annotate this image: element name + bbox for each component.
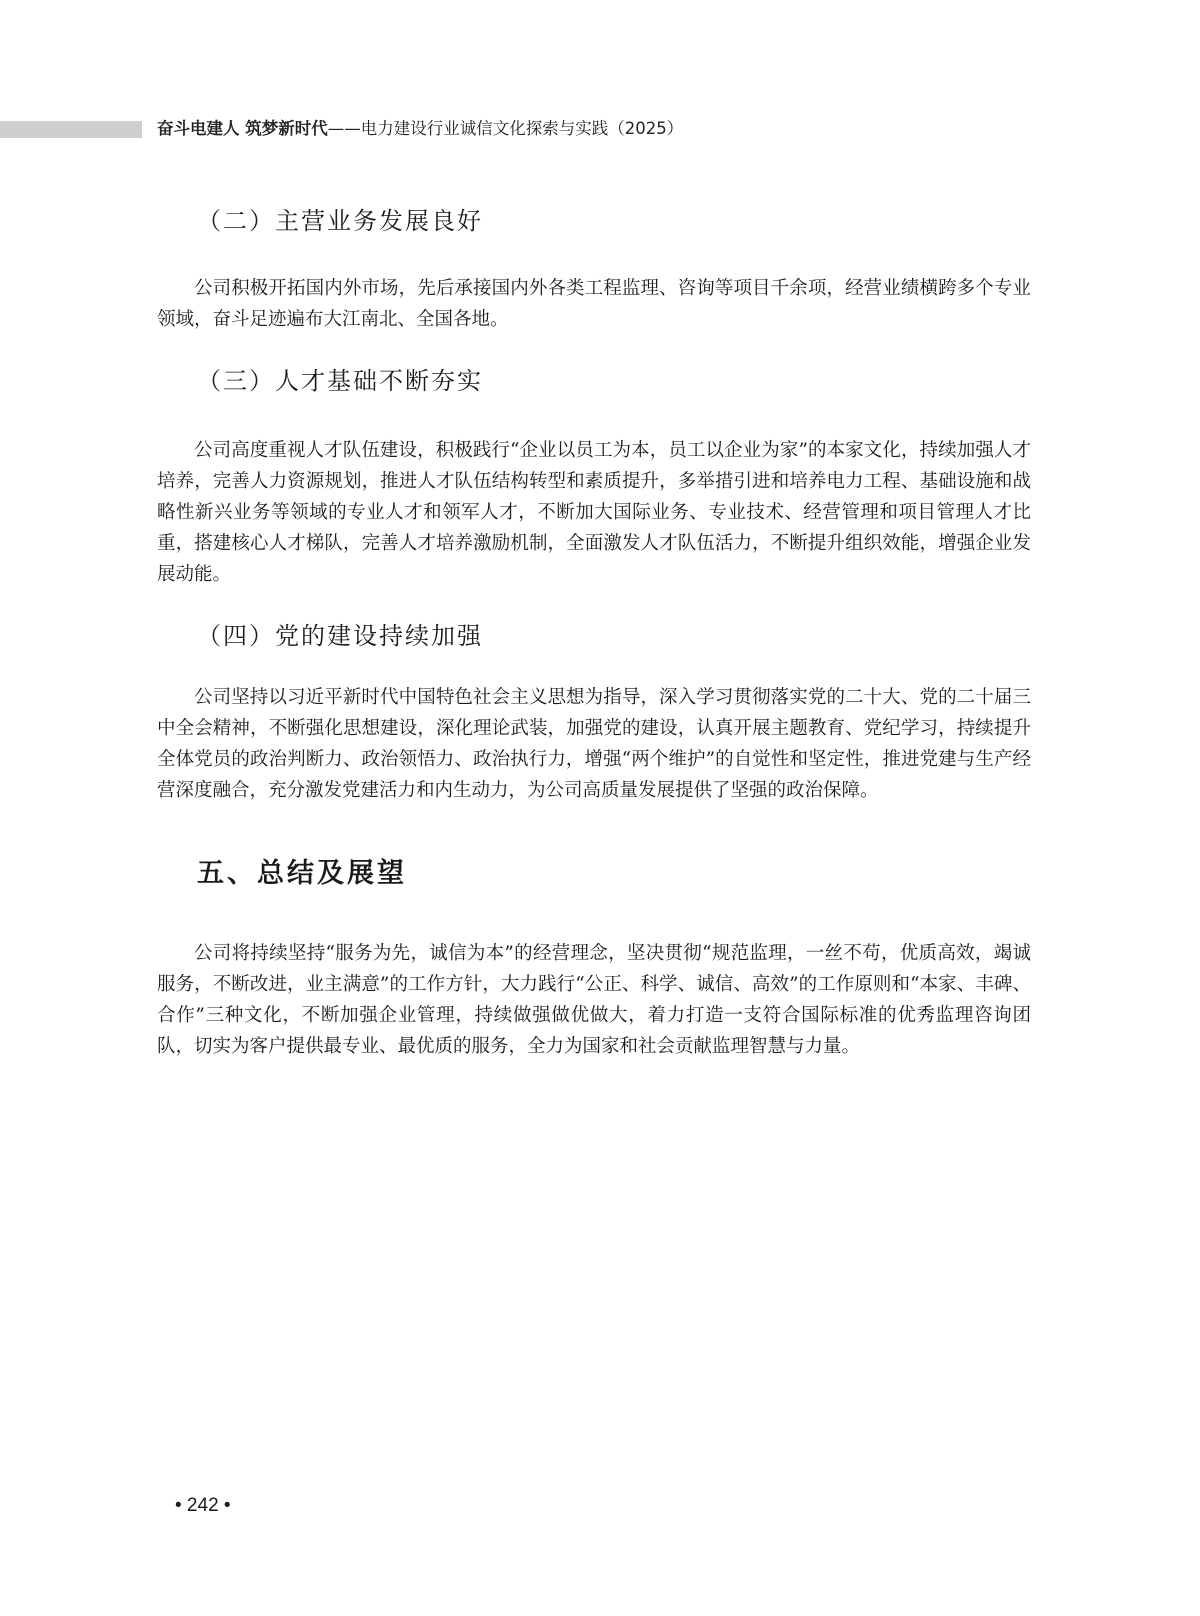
section-paragraph-2: 公司积极开拓国内外市场，先后承接国内外各类工程监理、咨询等项目千余项，经营业绩横跨多个专业领域，奋斗足迹遍布大江南北、全国各地。 — [157, 278, 1031, 330]
running-header — [157, 118, 683, 140]
running-header-subtitle: ——电力建设行业诚信文化探索与实践（2025） — [327, 119, 684, 138]
section-heading-4: （四）党的建设持续加强 — [197, 622, 483, 650]
section-paragraph-4: 公司坚持以习近平新时代中国特色社会主义思想为指导，深入学习贯彻落实党的二十大、党的二十届三中全会精神，不断强化思想建设，深化理论武装，加强党的建设，认真开展主题教育、党纪学习，持续提升全体党员的政治判断力、政治领悟力、政治执行力，增强“两个维护”的自觉性和坚定性，推进党建与生产经营深度融合，充分激发党建活力和内生动力，为公司高质量发展提供了坚强的政治保障。 — [157, 687, 1031, 801]
page-number: • 242 • — [175, 1495, 231, 1516]
header-decor-bar — [0, 121, 142, 138]
section-paragraph-3: 公司高度重视人才队伍建设，积极践行“企业以员工为本，员工以企业为家”的本家文化，持续加强人才培养，完善人力资源规划，推进人才队伍结构转型和素质提升，多举措引进和培养电力工程、基础设施和战略性新兴业务等领域的专业人才和领军人才，不断加大国际业务、专业技术、经营管理和项目管理人才比重，搭建核心人才梯队，完善人才培养激励机制，全面激发人才队伍活力，不断提升组织效能，增强企业发展动能。 — [157, 440, 1031, 585]
page-body — [157, 205, 1031, 1062]
section-heading-3: （三）人才基础不断夯实 — [197, 367, 483, 395]
running-header-series: 奋斗电建人 筑梦新时代 — [157, 119, 328, 138]
section-heading-2: （二）主营业务发展良好 — [197, 207, 483, 235]
summary-paragraph: 公司将持续坚持“服务为先，诚信为本”的经营理念，坚决贯彻“规范监理，一丝不苟，优质高效，竭诚服务，不断改进，业主满意”的工作方针，大力践行“公正、科学、诚信、高效”的工作原则和“本家、丰碑、合作”三种文化，不断加强企业管理，持续做强做优做大，着力打造一支符合国际标准的优秀监理咨询团队，切实为客户提供最专业、最优质的服务，全力为国家和社会贡献监理智慧与力量。 — [157, 943, 1031, 1057]
summary-heading: 五、总结及展望 — [197, 858, 407, 889]
